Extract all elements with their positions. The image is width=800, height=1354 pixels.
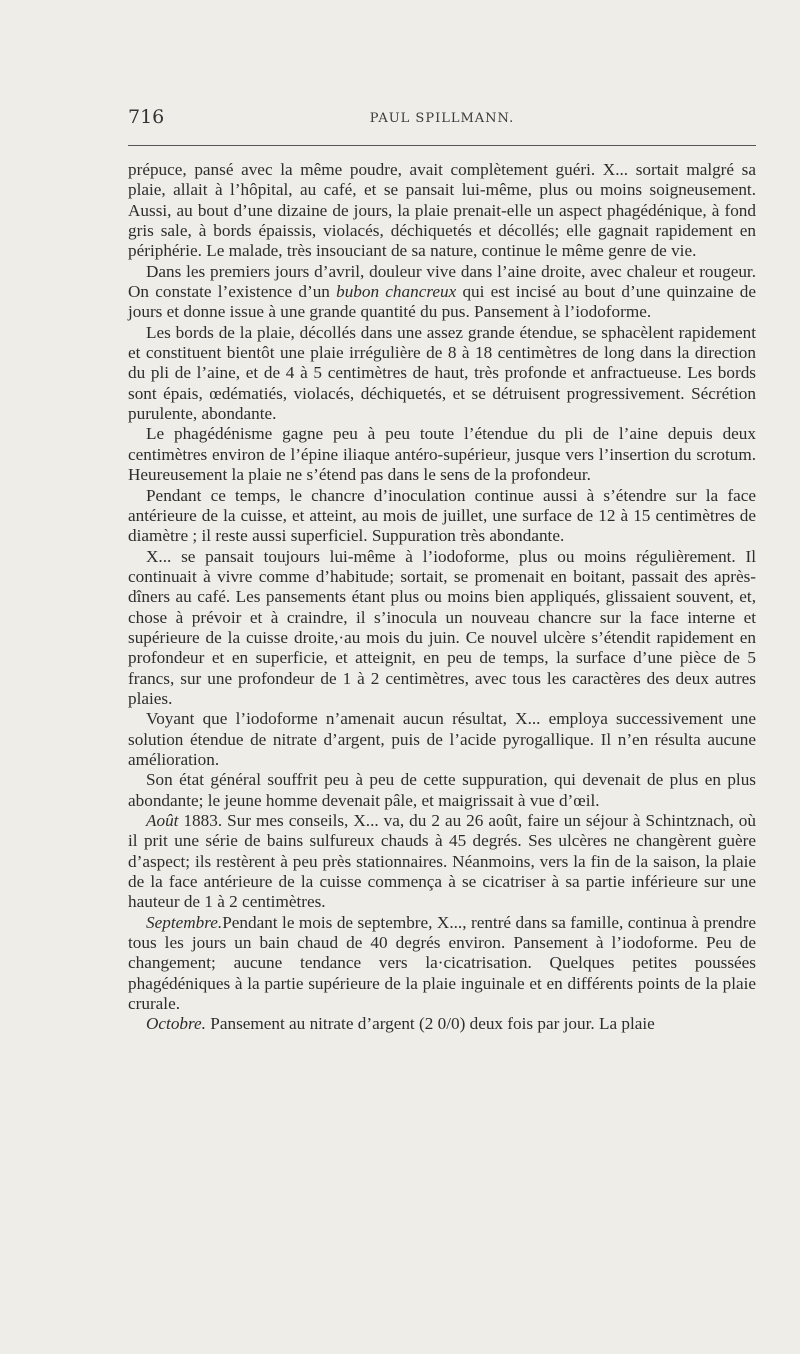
date-heading: Août — [146, 811, 179, 830]
paragraph-9 — [128, 811, 756, 913]
paragraph-text: Son état général souffrit peu à peu de cette suppuration, qui devenait de plus en plus abondante; le jeune homme devenait pâle, et maigrissait à vue d’œil. — [128, 770, 756, 810]
paragraph-1 — [128, 160, 756, 262]
paragraph-text: prépuce, pansé avec la même poudre, avait complètement guéri. X... sortait malgré sa plaie, allait à l’hôpital, au café, et se pansait lui-même, plus ou moins soigneusement. Aussi, au bout d’une dizaine de jours, la plaie prenait-elle un aspect phagédénique, à fond gris sale, à bords épaissis, violacés, déchiquetés et décollés; elle gagnait rapidement en périphérie. Le malade, très insouciant de sa nature, continue le même genre de vie. — [128, 160, 756, 261]
paragraph-7 — [128, 709, 756, 770]
paragraph-text: Pendant le mois de septembre, X..., rentré dans sa famille, continua à prendre tous les jours un bain chaud de 40 degrés environ. Pansement à l’iodoforme. Peu de changement; aucune tendance vers la·cicatrisation. Quelques petites poussées phagédéniques à la partie supérieure de la plaie inguinale et en différents points de la plaie crurale. — [128, 912, 756, 1014]
paragraph-text: Le phagédénisme gagne peu à peu toute l’étendue du pli de l’aine depuis deux centimètres environ de l’épine iliaque antéro-supérieur, jusque vers l’insertion du scrotum. Heureusement la plaie ne s’étend pas dans le sens de la profondeur. — [128, 424, 756, 485]
paragraph-text: X... se pansait toujours lui-même à l’iodoforme, plus ou moins régulièrement. Il continuait à vivre comme d’habitude; sortait, se promenait en boitant, passait des après-dîners au café. Les pansements étant plus ou moins bien appliqués, glissaient souvent, et, chose à prévoir et à craindre, il s’inocula un nouveau chancre sur la face interne et supérieure de la cuisse droite,·au mois du juin. Ce nouvel ulcère s’étendit rapidement en profondeur et en superficie, et atteignit, en peu de temps, la surface d’une pièce de 5 francs, sur une profondeur de 1 à 2 centimètres, avec tous les caractères des deux autres plaies. — [128, 546, 756, 708]
paragraph-text: Dans les premiers jours d’avril, douleur vive dans l’aine droite, avec chaleur et rougeur. On constate l’existence d’un — [128, 261, 756, 302]
paragraph-6 — [128, 547, 756, 710]
page-number: 716 — [128, 106, 165, 128]
paragraph-10 — [128, 913, 756, 1015]
paragraph-4 — [128, 424, 756, 485]
running-head: PAUL SPILLMANN. — [369, 111, 515, 126]
paragraph-2 — [128, 262, 756, 323]
paragraph-text: Pansement au nitrate d’argent (2 0/0) deux fois par jour. La plaie — [205, 1014, 655, 1034]
body-text — [128, 160, 756, 1035]
italic-term: bubon chancreux — [336, 282, 457, 302]
header-rule — [128, 145, 756, 146]
paragraph-text: Pendant ce temps, le chancre d’inoculation continue aussi à s’étendre sur la face antérieure de la cuisse, et atteint, au mois de juillet, une surface de 12 à 15 centimètres de diamètre ; il reste aussi superficiel. Suppuration très abondante. — [128, 485, 756, 546]
paragraph-5 — [128, 486, 756, 547]
paragraph-text: qui est incisé au bout d’une quinzaine de jours et donne issue à une grande quantité du pus. Pansement à l’iodoforme. — [128, 282, 756, 322]
paragraph-text: Voyant que l’iodoforme n’amenait aucun résultat, X... employa successivement une solution étendue de nitrate d’argent, puis de l’acide pyrogallique. Il n’en résulta aucune amélioration. — [128, 709, 756, 769]
paragraph-text: Les bords de la plaie, décollés dans une assez grande étendue, se sphacèlent rapidement et constituent bientôt une plaie irrégulière de 8 à 18 centimètres de long dans la direction du pli de l’aine, et de 4 à 5 centimètres de haut, très profonde et anfractueuse. Les bords sont épais, œdématiés, violacés, déchiquetés, et se détruisent progressivement. Sécrétion purulente, abondante. — [128, 322, 756, 424]
page-header — [128, 106, 756, 130]
paragraph-8 — [128, 770, 756, 811]
paragraph-text: 1883. Sur mes conseils, X... va, du 2 au 26 août, faire un séjour à Schintznach, où il prit une série de bains sulfureux chauds à 45 degrés. Ses ulcères ne changèrent guère d’aspect; ils restèrent à peu près stationnaires. Néanmoins, vers la fin de la saison, la plaie de la face antérieure de la cuisse commença à se cicatriser à sa partie inférieure sur une hauteur de 1 à 2 centimètres. — [128, 811, 756, 912]
date-heading: Septembre. — [146, 912, 223, 932]
paragraph-11 — [128, 1014, 756, 1034]
paragraph-3 — [128, 323, 756, 425]
date-heading: Octobre. — [146, 1014, 206, 1034]
